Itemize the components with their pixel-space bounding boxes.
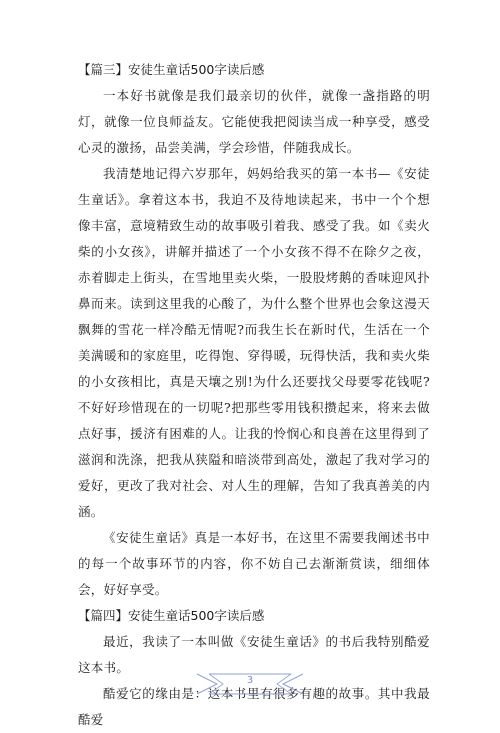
page-number: 3 — [246, 675, 254, 686]
paragraph: 《安徒生童话》真是一本好书，在这里不需要我阐述书中的每一个故事环节的内容，你不妨自己去渐渐赏读，细细体会，好好享受。 — [78, 530, 430, 597]
paragraph: 一本好书就像是我们最亲切的伙伴，就像一盏指路的明灯，就像一位良师益友。它能使我把阅读当成一种享受，感受心灵的激扬，品尝美满，学会珍惜，伴随我成长。 — [78, 88, 430, 155]
document-body — [78, 57, 430, 733]
paragraph: 最近，我读了一本叫做《安徒生童话》的书后我特别酷爱这本书。 — [78, 634, 430, 675]
section-heading-3: 【篇三】安徒生童话500字读后感 — [78, 62, 265, 77]
paragraph: 我清楚地记得六岁那年，妈妈给我买的第一本书—《安徒生童话》。拿着这本书，我迫不及待地读起来，书中一个个想像丰富，意境精致生动的故事吸引着我、感受了我。如《卖火柴的小女孩》，讲解并描述了一个小女孩不得不在除夕之夜，赤着脚走上街头，在雪地里卖火柴，一股股烤鹅的香味迎风扑鼻而来。读到这里我的心酸了，为什么整个世界也会象这漫天飘舞的雪花一样冷酷无情呢?而我生长在新时代，生活在一个美满暖和的家庭里，吃得饱、穿得暖，玩得快活，我和卖火柴的小女孩相比，真是天壤之别!为什么还要找父母要零花钱呢?不好好珍惜现在的一切呢?把那些零用钱积攒起来，将来去做点好事，援济有困难的人。让我的怜悯心和良善在这里得到了滋润和洗涤，把我从狭隘和暗淡带到高处，激起了我对学习的爱好，更改了我对社会、对人生的理解，告知了我真善美的内涵。 — [78, 166, 430, 519]
page-number-footer — [195, 670, 305, 698]
paragraph: 酷爱它的缘由是：这本书里有很多有趣的故事。其中我最酷爱 — [78, 686, 430, 727]
section-heading-4: 【篇四】安徒生童话500字读后感 — [78, 608, 265, 623]
